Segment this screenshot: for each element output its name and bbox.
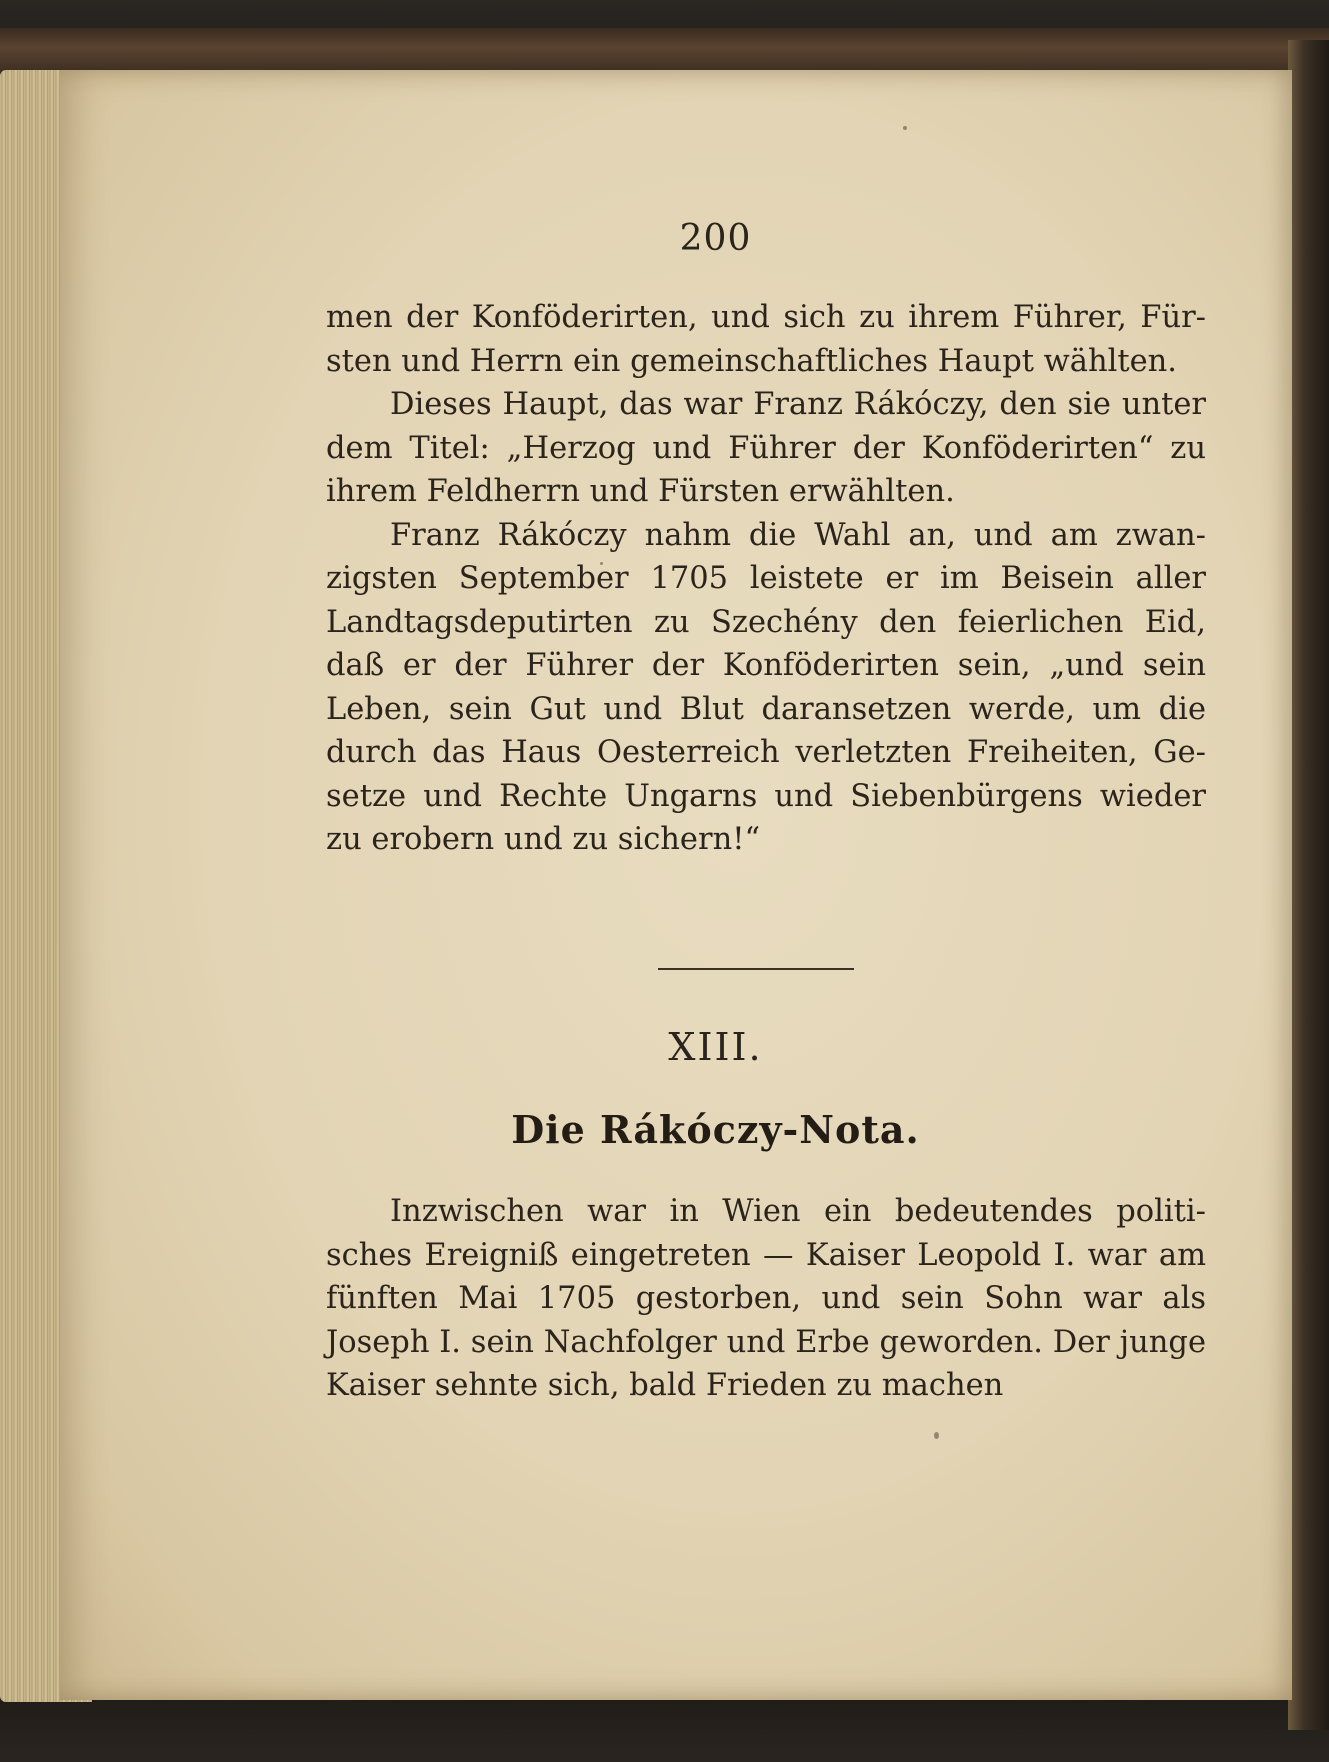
paragraph: Inzwischen war in Wien ein bedeutendes politi-sches Ereigniß eingetreten — Kaiser Leopold I. war am fünften Mai 1705 gestorben, und sein Sohn war als Joseph I. sein Nachfolger und Erbe geworden. Der junge Kaiser sehnte sich, bald Frieden zu machen bbox=[326, 1194, 1206, 1403]
page-number: 200 bbox=[679, 218, 752, 259]
paragraph: Franz Rákóczy nahm die Wahl an, und am zwan-zigsten September 1705 leistete er im Beisein aller Landtagsdeputirten zu Szechény den feierlichen Eid, daß er der Führer der Konföderirten sein, „und sein Leben, sein Gut und Blut daransetzen werde, um die durch das Haus Oesterreich verletzten Freiheiten, Ge-setze und Rechte Ungarns und Siebenbürgens wieder zu erobern und zu sichern!“ bbox=[326, 517, 1206, 857]
foxing-speck bbox=[934, 1432, 939, 1439]
chapter-text bbox=[326, 1190, 1206, 1408]
paragraph: men der Konföderirten, und sich zu ihrem Führer, Für-sten und Herrn ein gemeinschaftliches Haupt wählten. bbox=[326, 300, 1206, 379]
paragraph: Dieses Haupt, das war Franz Rákóczy, den sie unter dem Titel: „Herzog und Führer der Konföderirten“ zu ihrem Feldherrn und Fürsten erwählten. bbox=[326, 387, 1206, 509]
chapter-title: Die Rákóczy-Nota. bbox=[511, 1107, 920, 1152]
binding-shadow bbox=[1288, 40, 1329, 1730]
chapter-number: XIII. bbox=[668, 1025, 763, 1069]
book-binding bbox=[0, 28, 1329, 72]
foxing-speck bbox=[903, 126, 907, 130]
previous-section-text bbox=[326, 296, 1206, 862]
section-divider bbox=[658, 968, 854, 970]
